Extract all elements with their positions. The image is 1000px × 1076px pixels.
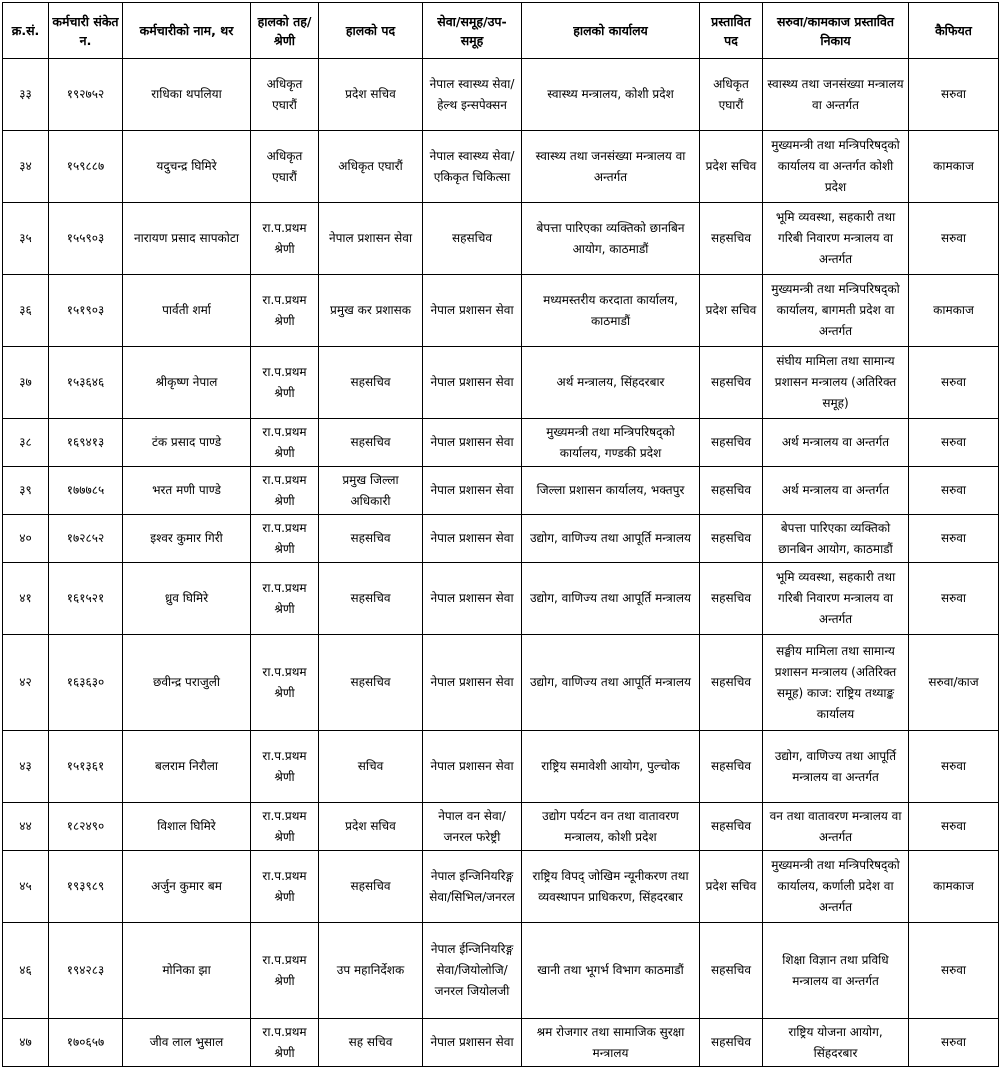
proposed-post-cell: सहसचिव: [700, 563, 763, 635]
current-office-cell: स्वास्थ्य मन्त्रालय, कोशी प्रदेश: [522, 59, 700, 131]
employee-name-cell: यदुचन्द्र घिमिरे: [123, 131, 251, 203]
employee-code-cell: १६३६३०: [49, 635, 123, 731]
employee-name-cell: बलराम निरौला: [123, 731, 251, 803]
service-group-cell: नेपाल प्रशासन सेवा: [423, 635, 522, 731]
proposed-post-cell: सहसचिव: [700, 923, 763, 1019]
proposed-body-cell: राष्ट्रिय योजना आयोग, सिंहदरबार: [763, 1019, 909, 1067]
current-level-cell: रा.प.प्रथम श्रेणी: [251, 515, 319, 563]
current-level-cell: रा.प.प्रथम श्रेणी: [251, 731, 319, 803]
employee-name-cell: छवीन्द्र पराजुली: [123, 635, 251, 731]
employee-name-cell: विशाल घिमिरे: [123, 803, 251, 851]
proposed-post-cell: सहसचिव: [700, 467, 763, 515]
employee-code-cell: १७७७८५: [49, 467, 123, 515]
remarks-cell: सरुवा: [909, 419, 999, 467]
current-post-cell: सहसचिव: [319, 563, 423, 635]
current-post-cell: सहसचिव: [319, 851, 423, 923]
serial-cell: ४५: [3, 851, 49, 923]
current-post-cell: सचिव: [319, 731, 423, 803]
current-post-cell: सहसचिव: [319, 515, 423, 563]
employee-name-cell: पार्वती शर्मा: [123, 275, 251, 347]
serial-cell: ३३: [3, 59, 49, 131]
proposed-post-cell: प्रदेश सचिव: [700, 275, 763, 347]
employee-code-cell: १५३६४६: [49, 347, 123, 419]
proposed-body-cell: मुख्यमन्त्री तथा मन्त्रिपरिषद्को कार्यालय, कर्णाली प्रदेश वा अन्तर्गत: [763, 851, 909, 923]
current-office-cell: मुख्यमन्त्री तथा मन्त्रिपरिषद्को कार्यालय, गण्डकी प्रदेश: [522, 419, 700, 467]
table-row: [3, 275, 999, 347]
service-group-cell: नेपाल प्रशासन सेवा: [423, 515, 522, 563]
serial-cell: ४६: [3, 923, 49, 1019]
proposed-body-cell: उद्योग, वाणिज्य तथा आपूर्ति मन्त्रालय वा अन्तर्गत: [763, 731, 909, 803]
current-post-cell: प्रमुख जिल्ला अधिकारी: [319, 467, 423, 515]
header-proposed-body: सरुवा/कामकाज प्रस्तावित निकाय: [763, 3, 909, 59]
current-post-cell: नेपाल प्रशासन सेवा: [319, 203, 423, 275]
remarks-cell: सरुवा: [909, 731, 999, 803]
proposed-body-cell: बेपत्ता पारिएका व्यक्तिको छानबिन आयोग, काठमाडौं: [763, 515, 909, 563]
employee-code-cell: १९२७५२: [49, 59, 123, 131]
remarks-cell: सरुवा: [909, 347, 999, 419]
current-office-cell: उद्योग, वाणिज्य तथा आपूर्ति मन्त्रालय: [522, 635, 700, 731]
employee-code-cell: १८२४९०: [49, 803, 123, 851]
service-group-cell: नेपाल प्रशासन सेवा: [423, 275, 522, 347]
proposed-body-cell: वन तथा वातावरण मन्त्रालय वा अन्तर्गत: [763, 803, 909, 851]
employee-code-cell: १७२८५२: [49, 515, 123, 563]
employee-code-cell: १६१५२१: [49, 563, 123, 635]
proposed-post-cell: सहसचिव: [700, 803, 763, 851]
header-service-group: सेवा/समूह/उप-समूह: [423, 3, 522, 59]
header-employee-name: कर्मचारीको नाम, थर: [123, 3, 251, 59]
current-level-cell: अधिकृत एघारौं: [251, 131, 319, 203]
serial-cell: ३७: [3, 347, 49, 419]
proposed-body-cell: भूमि व्यवस्था, सहकारी तथा गरिबी निवारण मन्त्रालय वा अन्तर्गत: [763, 563, 909, 635]
service-group-cell: नेपाल स्वास्थ्य सेवा/हेल्थ इन्सपेक्सन: [423, 59, 522, 131]
employee-name-cell: भरत मणी पाण्डे: [123, 467, 251, 515]
proposed-body-cell: अर्थ मन्त्रालय वा अन्तर्गत: [763, 419, 909, 467]
proposed-post-cell: सहसचिव: [700, 635, 763, 731]
table-row: [3, 467, 999, 515]
header-serial: क्र.सं.: [3, 3, 49, 59]
remarks-cell: सरुवा: [909, 203, 999, 275]
current-level-cell: रा.प.प्रथम श्रेणी: [251, 419, 319, 467]
employee-code-cell: १६९४१३: [49, 419, 123, 467]
current-level-cell: रा.प.प्रथम श्रेणी: [251, 563, 319, 635]
employee-code-cell: १७०६५७: [49, 1019, 123, 1067]
table-row: [3, 635, 999, 731]
current-office-cell: अर्थ मन्त्रालय, सिंहदरबार: [522, 347, 700, 419]
service-group-cell: नेपाल इन्जिनियरिङ्ग सेवा/सिभिल/जनरल: [423, 851, 522, 923]
serial-cell: ४३: [3, 731, 49, 803]
current-level-cell: रा.प.प्रथम श्रेणी: [251, 635, 319, 731]
current-level-cell: रा.प.प्रथम श्रेणी: [251, 347, 319, 419]
current-office-cell: उद्योग, वाणिज्य तथा आपूर्ति मन्त्रालय: [522, 563, 700, 635]
transfer-table: [2, 2, 999, 1067]
current-office-cell: राष्ट्रिय समावेशी आयोग, पुल्चोक: [522, 731, 700, 803]
current-office-cell: उद्योग पर्यटन वन तथा वातावरण मन्त्रालय, कोशी प्रदेश: [522, 803, 700, 851]
employee-name-cell: श्रीकृष्ण नेपाल: [123, 347, 251, 419]
employee-name-cell: अर्जुन कुमार बम: [123, 851, 251, 923]
current-post-cell: सहसचिव: [319, 347, 423, 419]
service-group-cell: नेपाल प्रशासन सेवा: [423, 563, 522, 635]
serial-cell: ४२: [3, 635, 49, 731]
header-current-office: हालको कार्यालय: [522, 3, 700, 59]
employee-name-cell: ध्रुव घिमिरे: [123, 563, 251, 635]
employee-code-cell: १५१९०३: [49, 275, 123, 347]
current-post-cell: उप महानिर्देशक: [319, 923, 423, 1019]
remarks-cell: कामकाज: [909, 275, 999, 347]
current-office-cell: बेपत्ता पारिएका व्यक्तिको छानबिन आयोग, काठमाडौं: [522, 203, 700, 275]
header-row: [3, 3, 999, 59]
table-row: [3, 203, 999, 275]
employee-name-cell: राधिका थपलिया: [123, 59, 251, 131]
remarks-cell: कामकाज: [909, 851, 999, 923]
current-level-cell: रा.प.प्रथम श्रेणी: [251, 275, 319, 347]
remarks-cell: सरुवा: [909, 515, 999, 563]
proposed-post-cell: सहसचिव: [700, 1019, 763, 1067]
proposed-body-cell: अर्थ मन्त्रालय वा अन्तर्गत: [763, 467, 909, 515]
table-row: [3, 131, 999, 203]
current-level-cell: रा.प.प्रथम श्रेणी: [251, 923, 319, 1019]
employee-code-cell: १९४२८३: [49, 923, 123, 1019]
proposed-body-cell: स्वास्थ्य तथा जनसंख्या मन्त्रालय वा अन्तर्गत: [763, 59, 909, 131]
proposed-body-cell: भूमि व्यवस्था, सहकारी तथा गरिबी निवारण मन्त्रालय वा अन्तर्गत: [763, 203, 909, 275]
service-group-cell: नेपाल स्वास्थ्य सेवा/एकिकृत चिकित्सा: [423, 131, 522, 203]
proposed-post-cell: प्रदेश सचिव: [700, 851, 763, 923]
remarks-cell: कामकाज: [909, 131, 999, 203]
remarks-cell: सरुवा: [909, 803, 999, 851]
current-office-cell: मध्यमस्तरीय करदाता कार्यालय, काठमाडौं: [522, 275, 700, 347]
header-proposed-post: प्रस्तावित पद: [700, 3, 763, 59]
table-row: [3, 851, 999, 923]
current-office-cell: खानी तथा भूगर्भ विभाग काठमाडौं: [522, 923, 700, 1019]
remarks-cell: सरुवा: [909, 1019, 999, 1067]
current-level-cell: रा.प.प्रथम श्रेणी: [251, 203, 319, 275]
remarks-cell: सरुवा/काज: [909, 635, 999, 731]
table-row: [3, 1019, 999, 1067]
employee-code-cell: १५९८८७: [49, 131, 123, 203]
header-current-level: हालको तह/श्रेणी: [251, 3, 319, 59]
proposed-post-cell: सहसचिव: [700, 347, 763, 419]
proposed-body-cell: मुख्यमन्त्री तथा मन्त्रिपरिषद्को कार्यालय, बागमती प्रदेश वा अन्तर्गत: [763, 275, 909, 347]
serial-cell: ४०: [3, 515, 49, 563]
current-post-cell: प्रदेश सचिव: [319, 59, 423, 131]
service-group-cell: नेपाल प्रशासन सेवा: [423, 347, 522, 419]
employee-name-cell: इश्वर कुमार गिरी: [123, 515, 251, 563]
table-row: [3, 419, 999, 467]
serial-cell: ३९: [3, 467, 49, 515]
current-post-cell: सहसचिव: [319, 635, 423, 731]
table-row: [3, 563, 999, 635]
current-office-cell: जिल्ला प्रशासन कार्यालय, भक्तपुर: [522, 467, 700, 515]
current-post-cell: अधिकृत एघारौं: [319, 131, 423, 203]
current-level-cell: रा.प.प्रथम श्रेणी: [251, 467, 319, 515]
remarks-cell: सरुवा: [909, 467, 999, 515]
remarks-cell: सरुवा: [909, 563, 999, 635]
proposed-body-cell: शिक्षा विज्ञान तथा प्रविधि मन्त्रालय वा अन्तर्गत: [763, 923, 909, 1019]
employee-name-cell: टंक प्रसाद पाण्डे: [123, 419, 251, 467]
current-post-cell: सहसचिव: [319, 419, 423, 467]
proposed-post-cell: सहसचिव: [700, 731, 763, 803]
service-group-cell: नेपाल वन सेवा/जनरल फरेष्ट्री: [423, 803, 522, 851]
remarks-cell: सरुवा: [909, 59, 999, 131]
proposed-body-cell: मुख्यमन्त्री तथा मन्त्रिपरिषद्को कार्यालय वा अन्तर्गत कोशी प्रदेश: [763, 131, 909, 203]
proposed-post-cell: प्रदेश सचिव: [700, 131, 763, 203]
current-office-cell: राष्ट्रिय विपद् जोखिम न्यूनीकरण तथा व्यवस्थापन प्राधिकरण, सिंहदरबार: [522, 851, 700, 923]
serial-cell: ३४: [3, 131, 49, 203]
table-row: [3, 803, 999, 851]
service-group-cell: नेपाल ईन्जिनियरिङ्ग सेवा/जियोलोजि/जनरल जियोलजी: [423, 923, 522, 1019]
serial-cell: ४४: [3, 803, 49, 851]
table-row: [3, 347, 999, 419]
remarks-cell: सरुवा: [909, 923, 999, 1019]
service-group-cell: नेपाल प्रशासन सेवा: [423, 1019, 522, 1067]
table-row: [3, 59, 999, 131]
serial-cell: ३५: [3, 203, 49, 275]
employee-name-cell: नारायण प्रसाद सापकोटा: [123, 203, 251, 275]
proposed-post-cell: सहसचिव: [700, 419, 763, 467]
table-row: [3, 923, 999, 1019]
serial-cell: ४१: [3, 563, 49, 635]
service-group-cell: नेपाल प्रशासन सेवा: [423, 467, 522, 515]
current-level-cell: अधिकृत एघारौं: [251, 59, 319, 131]
service-group-cell: नेपाल प्रशासन सेवा: [423, 731, 522, 803]
header-current-post: हालको पद: [319, 3, 423, 59]
current-office-cell: उद्योग, वाणिज्य तथा आपूर्ति मन्त्रालय: [522, 515, 700, 563]
current-office-cell: स्वास्थ्य तथा जनसंख्या मन्त्रालय वा अन्तर्गत: [522, 131, 700, 203]
current-post-cell: प्रदेश सचिव: [319, 803, 423, 851]
current-level-cell: रा.प.प्रथम श्रेणी: [251, 1019, 319, 1067]
serial-cell: ३८: [3, 419, 49, 467]
current-level-cell: रा.प.प्रथम श्रेणी: [251, 851, 319, 923]
table-body: [3, 59, 999, 1067]
serial-cell: ४७: [3, 1019, 49, 1067]
proposed-body-cell: सङ्घीय मामिला तथा सामान्य प्रशासन मन्त्रालय (अतिरिक्त समूह) काज: राष्ट्रिय तथ्याङ्क कार्यालय: [763, 635, 909, 731]
current-office-cell: श्रम रोजगार तथा सामाजिक सुरक्षा मन्त्रालय: [522, 1019, 700, 1067]
current-level-cell: रा.प.प्रथम श्रेणी: [251, 803, 319, 851]
table-row: [3, 731, 999, 803]
current-post-cell: सह सचिव: [319, 1019, 423, 1067]
employee-name-cell: मोनिका झा: [123, 923, 251, 1019]
employee-code-cell: १५५९०३: [49, 203, 123, 275]
proposed-body-cell: संघीय मामिला तथा सामान्य प्रशासन मन्त्रालय (अतिरिक्त समूह): [763, 347, 909, 419]
current-post-cell: प्रमुख कर प्रशासक: [319, 275, 423, 347]
header-employee-code: कर्मचारी संकेत न.: [49, 3, 123, 59]
employee-code-cell: १९३९८९: [49, 851, 123, 923]
table-row: [3, 515, 999, 563]
serial-cell: ३६: [3, 275, 49, 347]
service-group-cell: नेपाल प्रशासन सेवा: [423, 419, 522, 467]
service-group-cell: सहसचिव: [423, 203, 522, 275]
employee-code-cell: १५१३६१: [49, 731, 123, 803]
proposed-post-cell: सहसचिव: [700, 515, 763, 563]
proposed-post-cell: अधिकृत एघारौं: [700, 59, 763, 131]
header-remarks: कैफियत: [909, 3, 999, 59]
proposed-post-cell: सहसचिव: [700, 203, 763, 275]
employee-name-cell: जीव लाल भुसाल: [123, 1019, 251, 1067]
